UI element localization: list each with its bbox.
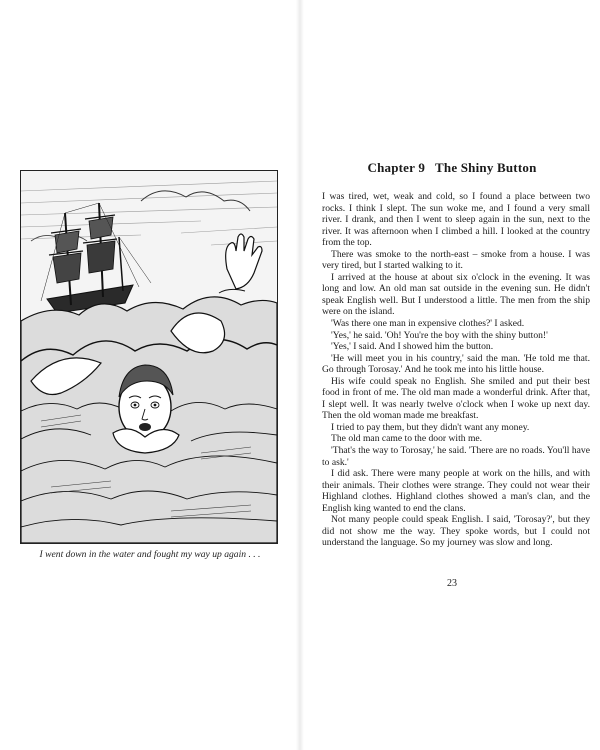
paragraph: I did ask. There were many people at work on the hills, and with their animals. Their clothes were strange. They could not wear their Highland clothes. Highland clothes showed a man's clan, and the English king wanted to end the clans. (322, 468, 590, 514)
paragraph: 'Yes,' I said. And I showed him the button. (331, 341, 494, 353)
paragraph: 'Was there one man in expensive clothes?' I asked. (331, 318, 525, 330)
right-page (302, 0, 600, 750)
left-page (0, 0, 298, 750)
paragraph: I was tired, wet, weak and cold, so I found a place between two rocks. I think I slept. The sun woke me, and I found a very small river. I drank, and then I went to sleep again in the sun, next to the river. It was afternoon when I climbed a hill. I looked at the country from the top. (322, 191, 590, 249)
paragraph: 'That's the way to Torosay,' he said. 'There are no roads. You'll have to ask.' (322, 445, 590, 468)
paragraph: I tried to pay them, but they didn't want any money. (331, 421, 530, 433)
paragraph: 'Yes,' he said. 'Oh! You're the boy with the shiny button!' (331, 329, 548, 341)
paragraph: 'He will meet you in his country,' said the man. 'He told me that. Go through Torosay.' And he took me into his little house. (322, 352, 590, 376)
illustration-caption: I went down in the water and fought my way up again . . . (39, 549, 261, 560)
chapter-body (322, 191, 590, 549)
chapter-number: Chapter 9 (367, 160, 426, 175)
paragraph: Not many people could speak English. I said, 'Torosay?', but they did not show me the way. They spoke words, but I could not understand the language. So my journey was slow and long. (322, 514, 590, 549)
chapter-title: The Shiny Button (435, 160, 537, 175)
chapter-heading (314, 160, 590, 176)
paragraph: There was smoke to the north-east – smoke from a house. I was very tired, but I started walking to it. (322, 248, 590, 272)
shipwreck-illustration (20, 170, 278, 544)
paragraph: The old man came to the door with me. (331, 433, 483, 445)
paragraph: I arrived at the house at about six o'clock in the evening. It was long and low. An old man sat outside in the evening sun. He didn't speak English well. But I understood a little. The men from the ship were on the island. (322, 271, 590, 318)
page-number: 23 (447, 578, 457, 589)
paragraph: His wife could speak no English. She smiled and put their best food in front of me. The old man made a wonderful drink. After that, I slept well. It was nearly twelve o'clock when I woke up next day. Then the old woman made me breakfast. (322, 375, 590, 422)
illustration-drawing (21, 171, 277, 543)
